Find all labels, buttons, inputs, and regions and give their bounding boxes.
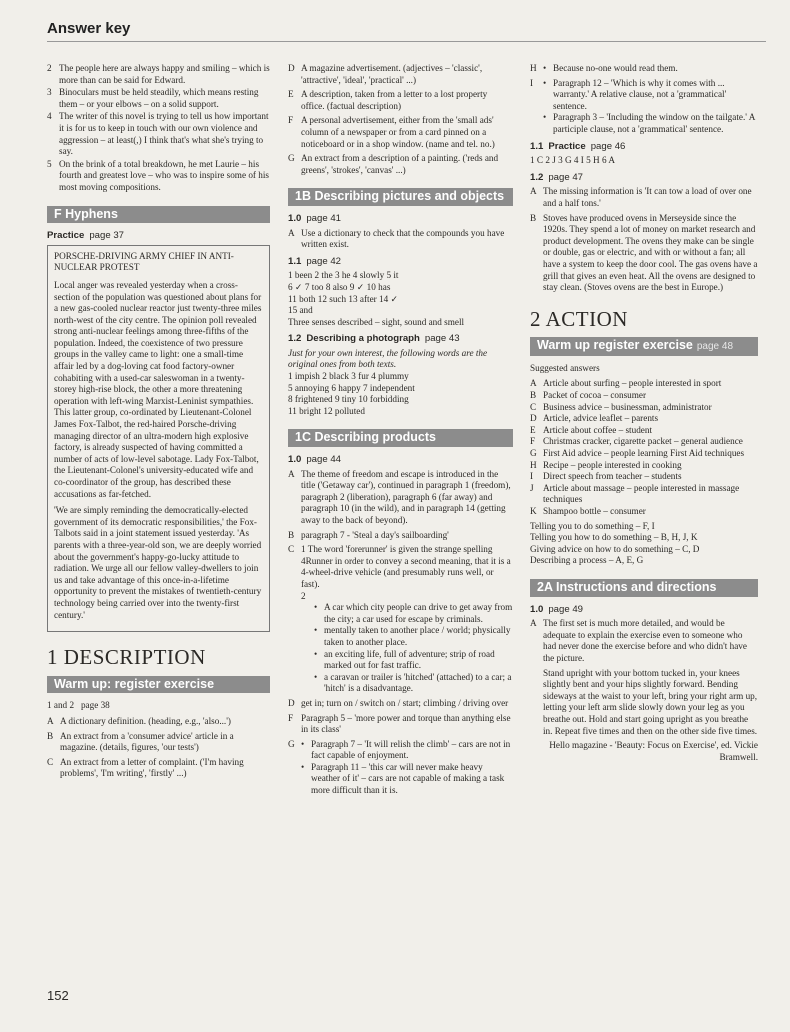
list-item: 3 Binoculars must be held steadily, which means resting them – or your elbows – on a solid support.: [47, 87, 259, 109]
summary-line: Describing a process – A, E, G: [530, 555, 644, 566]
subheading: 1.1 page 42: [288, 255, 342, 267]
answer-item: A A dictionary definition. (heading, e.g., 'also...'): [47, 715, 231, 726]
page-header-title: Answer key: [47, 20, 131, 37]
answer-item: F A personal advertisement, either from the 'small ads' column of a newspaper or from a card pinned on a noticeboard or in a shop window. (name and tel. no.): [288, 115, 495, 149]
answer-line: 11 both 12 such 13 after 14 ✓: [288, 293, 399, 304]
article-paragraph: Local anger was revealed yesterday when a cross-section of the population was questioned about plans for a new gas-cooled nuclear reactor just twenty-three miles north-west of the city centre. The opinion poll revealed strong anti-nuclear feelings among three-fifths of the population. Indeed, the coexistence of two pressure groups in the valley came to light: one a small-time affair led by a dog-loving cat food factory-owner cohabiting with a used-car saleswoman in a twenty-storey high-rise block, the other a more threatening operation with left-wing Marxist-Leninist sympathies. This latter group, co-ordinated by Lieutenant-Colonel James Fox-Talbot, the red-haired Porsche-driving managing director of an ultra-modern high explosive factory, is already suspected of having committed a number of acts of low-level sabotage. Lady Fox-Talbot, the Lieutenant-Colonel's university-educated wife and co-coordinator of the group, has described these accusations as far-fetched.: [54, 279, 262, 499]
section-banner-hyphens: F Hyphens: [47, 206, 270, 224]
answer-item: E A description, taken from a letter to a lost property office. (factual description): [288, 89, 488, 111]
subheading: 1.2 page 47: [530, 171, 584, 183]
subheading: 1.0 page 41: [288, 212, 342, 224]
column-3: [530, 63, 758, 763]
subheading: 1.0 page 49: [530, 603, 584, 615]
warmup-subheading: 1 and 2 page 38: [47, 700, 110, 711]
answer-line: 1 C 2 J 3 G 4 I 5 H 6 A: [530, 155, 615, 166]
answer-item: F Paragraph 5 – 'more power and torque than anything else in its class': [288, 712, 511, 735]
answer-item: G • Paragraph 7 – 'It will relish the climb' – cars are not in fact capable of enjoyment. • Paragraph 11 – 'this car will never make heavy weather of it' – cars are not capable of making a task more difficult than it is.: [288, 739, 513, 797]
bullet-item: • Paragraph 7 – 'It will relish the climb' – cars are not in fact capable of enjoyment.: [301, 738, 511, 761]
summary-line: Telling you to do something – F, I: [530, 520, 655, 531]
summary-line: Giving advice on how to do something – C, D: [530, 543, 700, 554]
answer-line: 1 impish 2 black 3 fur 4 plummy: [288, 371, 409, 382]
answer-item: A The missing information is 'It can tow a load of over one and a half tons.': [530, 186, 752, 208]
bullet-item: • mentally taken to another place / world; physically taken to another place.: [314, 625, 511, 647]
answer-line: 11 bright 12 polluted: [288, 405, 365, 416]
answer-item: G An extract from a description of a painting. ('reds and greens', 'strokes', 'canvas' ...): [288, 153, 499, 175]
answer-item: K Shampoo bottle – consumer: [530, 506, 646, 516]
subheading: 1.2 Describing a photograph page 43: [288, 333, 460, 345]
answer-item: I • Paragraph 12 – 'Which is why it comes with ... warranty.' A relative clause, not a 'grammatical' sentence. • Paragraph 3 – 'Including the window on the tailgate.' A participle clause, not a 'grammatical' sentence.: [530, 78, 758, 136]
answer-item: A The theme of freedom and escape is introduced in the title ('Getaway car'), continued in paragraph 1 (freedom), paragraph 2 (liberation), paragraph 6 (far away) and paragraph 10 (in the wild), and in paragraph 14 (getting away to the back of beyond).: [288, 468, 511, 525]
article-paragraph: 'We are simply reminding the democratically-elected government of its democratic responsibilities,' the Fox-Talbots said in a joint statement issued yesterday. 'As parents with a three-year-old son, we are deeply worried about the government's happy-go-lucky attitude to radiation. We urge all our fellow valley-dwellers to join us and take advantage of this once-in-a-lifetime opportunity to prevent the mistakes of twentieth-century technology being carried over into the twenty-first century.': [54, 505, 262, 620]
section-banner-1c: 1C Describing products: [288, 429, 513, 447]
answer-item: C An extract from a letter of complaint. ('I'm having problems', 'I'm writing', 'firstly' ...): [47, 756, 244, 779]
suggested-answers-label: Suggested answers: [530, 362, 600, 373]
answer-item: D get in; turn on / switch on / start; climbing / driving over: [288, 697, 509, 708]
article-headline: PORSCHE-DRIVING ARMY CHIEF IN ANTI-NUCLEAR PROTEST: [54, 250, 234, 273]
answer-item: J Article about massage – people interested in massage techniques: [530, 482, 740, 505]
list-item: 2 The people here are always happy and smiling – which is more than can be said for Edward.: [47, 63, 270, 85]
column-2: [288, 63, 513, 800]
bullet-item: • an exciting life, full of adventure; strip of road marked out for fast traffic.: [314, 648, 495, 671]
bullet-item: • Paragraph 3 – 'Including the window on the tailgate.' A participle clause, not a 'grammatical' sentence.: [543, 112, 755, 134]
answer-item: A The first set is much more detailed, and would be adequate to explain the exercise even to someone who had never done the exercise before and who didn't have the picture. Stand upright with your bottom tucked in, your knees slightly bent and your hips slightly forward. Bending sideways at the waist to your left, bring your right arm up, letting your left arm slide slowly down your leg as you breathe out. Hold and start going upright as you breathe in. Repeat five times and then on the other side five times.: [530, 618, 758, 736]
answer-item: E Article about coffee – student: [530, 424, 653, 435]
subheading: 1.1 Practice page 46: [530, 140, 626, 152]
answer-item: F Christmas cracker, cigarette packet – general audience: [530, 436, 743, 447]
section-banner-warmup-2: Warm up register exercise page 48: [530, 337, 758, 356]
answer-line: 8 frightened 9 tiny 10 forbidding: [288, 394, 409, 405]
page-number: 152: [47, 988, 69, 1003]
section-banner-2a: 2A Instructions and directions: [530, 579, 758, 597]
section-banner-1b: 1B Describing pictures and objects: [288, 188, 513, 206]
answer-item: I Direct speech from teacher – students: [530, 471, 682, 482]
answer-item: B Stoves have produced ovens in Merseyside since the 1920s. They spend a lot of money on market research and product development. The ovens they make can be single or double, gas or electric, and with or without a fan; all have a system to keep the door cool. The gas ovens have a grill that gives an even heat. All the ovens are designed to stay clean. (Stoves ovens are the best in Europe.): [530, 212, 758, 293]
section-title-description: 1 DESCRIPTION: [47, 645, 206, 670]
answers-list: [530, 378, 758, 517]
subheading: 1.0 page 44: [288, 454, 342, 466]
answer-item: D Article, advice leaflet – parents: [530, 413, 659, 424]
answer-line: 1 been 2 the 3 he 4 slowly 5 it: [288, 270, 399, 281]
article-box: [47, 245, 270, 632]
answer-item: D A magazine advertisement. (adjectives – 'classic', 'attractive', 'ideal', 'practical' ...): [288, 63, 483, 85]
summary-line: Telling you how to do something – B, H, J, K: [530, 532, 698, 543]
practice-heading: Practice page 37: [47, 230, 125, 242]
bullet-item: • Paragraph 12 – 'Which is why it comes with ... warranty.' A relative clause, not a 'grammatical' sentence.: [543, 77, 727, 111]
section-title-action: 2 ACTION: [530, 306, 628, 331]
answer-item: B Packet of cocoa – consumer: [530, 390, 647, 401]
bullet-item: • a caravan or trailer is 'hitched' (attached) to a car; a 'hitch' is a disadvantage.: [314, 671, 512, 694]
column-1: [47, 63, 270, 783]
answer-item: A Article about surfing – people interested in sport: [530, 378, 722, 389]
section-banner-warmup: Warm up: register exercise: [47, 676, 270, 694]
answer-line: 5 annoying 6 happy 7 independent: [288, 382, 415, 393]
source-citation: Hello magazine - 'Beauty: Focus on Exercise', ed. Vickie Bramwell.: [549, 740, 758, 762]
answer-item: H • Because no-one would read them.: [530, 63, 678, 73]
answer-item: G First Aid advice – people learning First Aid techniques: [530, 448, 745, 459]
bullet-item: • Paragraph 11 – 'this car will never make heavy weather of it' – cars are not capable of making a task more difficult than it is.: [301, 761, 505, 796]
answer-item: H Recipe – people interested in cooking: [530, 459, 682, 470]
answer-item: C Business advice – businessman, administrator: [530, 401, 712, 412]
answer-note: Three senses described – sight, sound and smell: [288, 316, 465, 327]
answer-item: A Use a dictionary to check that the compounds you have written exist.: [288, 227, 505, 250]
answer-line: 6 ✓ 7 too 8 also 9 ✓ 10 has: [288, 281, 391, 292]
answer-item: B An extract from a 'consumer advice' article in a magazine. (details, figures, 'our tests'): [47, 730, 234, 753]
numbered-list: [47, 63, 270, 194]
header-rule: [47, 41, 766, 42]
answer-item: C 1 The word 'forerunner' is given the strange spelling 4Runner in order to convey a second meaning, that it is a 4-wheel-drive vehicle (and presumably runs well, or fast). 2 • A car which city people can drive to get away from the city; a car used for escape by criminals. • mentally taken to another place / world; physically taken to another place. • an exciting life, full of adventure; strip of road marked out for fast traffic. • a caravan or trailer is 'hitched' (attached) to a car; a 'hitch' is a disadvantage.: [288, 544, 513, 694]
intro-text: Just for your own interest, the following words are the original ones from both texts.: [288, 347, 488, 370]
list-item: 5 On the brink of a total breakdown, he met Laurie – his fourth and greatest love – who was to inspire some of his most moving compositions.: [47, 158, 269, 192]
bullet-item: • A car which city people can drive to get away from the city; a car used for escape by criminals.: [314, 602, 513, 624]
answer-item: B paragraph 7 - 'Steal a day's sailboarding': [288, 529, 449, 540]
list-item: 4 The writer of this novel is trying to tell us how important it is for us to keep in touch with our own violence and aggression – at least(,) I think that's what she's trying to say.: [47, 111, 269, 157]
answer-line: 15 and: [288, 305, 313, 316]
